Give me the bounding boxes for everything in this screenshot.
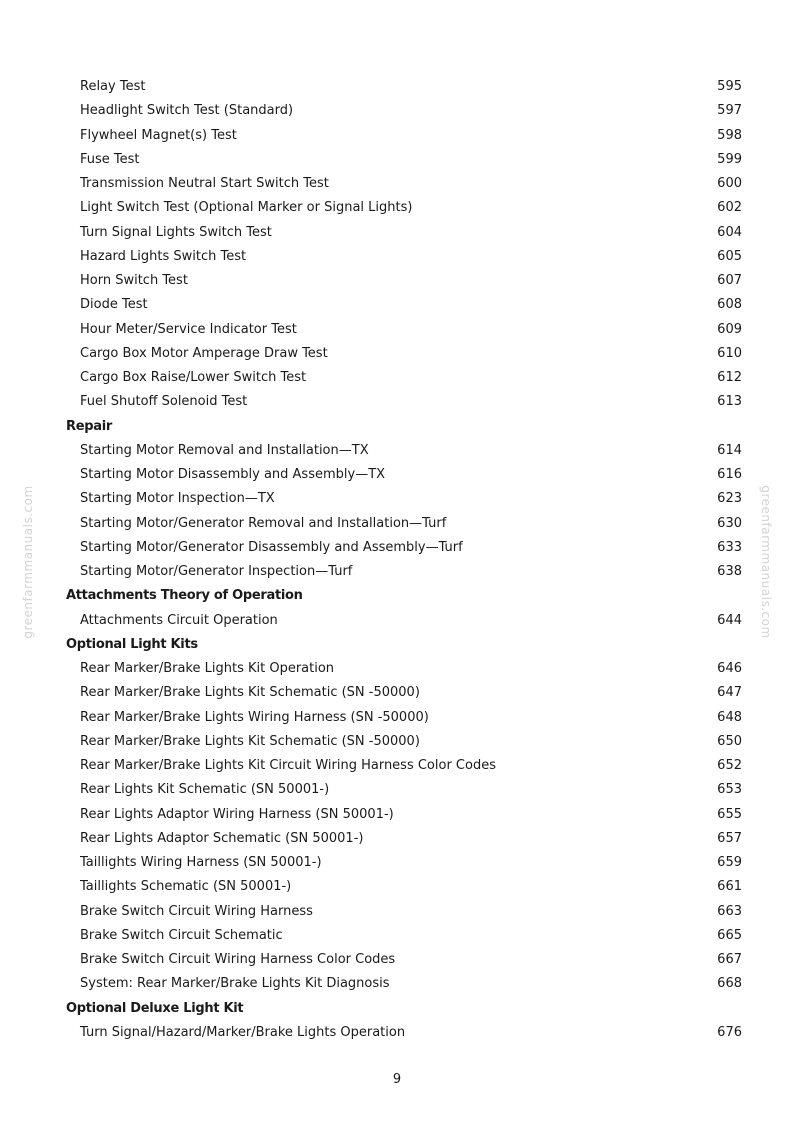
toc-entry[interactable] <box>0 754 794 778</box>
entry-page-number: 599 <box>717 151 742 167</box>
entry-page-number: 604 <box>717 224 742 240</box>
toc-entry[interactable] <box>0 75 794 99</box>
entry-title: Attachments Circuit Operation <box>80 612 278 628</box>
entry-page-number: 647 <box>717 685 742 701</box>
toc-entry[interactable] <box>0 245 794 269</box>
entry-page-number: 638 <box>717 564 742 579</box>
entry-page-number: 598 <box>717 127 742 143</box>
entry-page-number: 595 <box>717 79 742 94</box>
entry-title: Fuse Test <box>80 151 140 167</box>
toc-entry[interactable] <box>0 463 794 487</box>
toc-entry[interactable] <box>0 851 794 875</box>
entry-page-number: 652 <box>717 758 742 773</box>
toc-entry[interactable] <box>0 560 794 584</box>
toc-entry[interactable] <box>0 706 794 730</box>
entry-title: Rear Marker/Brake Lights Kit Operation <box>80 661 335 676</box>
entry-page-number: 613 <box>717 394 742 410</box>
entry-page-number: 676 <box>717 1024 742 1040</box>
toc-entry[interactable] <box>0 318 794 342</box>
toc-entry[interactable] <box>0 512 794 536</box>
table-of-contents <box>0 75 794 1045</box>
entry-title: Starting Motor/Generator Removal and Installation—Turf <box>80 515 447 531</box>
entry-page-number: 650 <box>717 733 742 749</box>
toc-entry[interactable] <box>0 439 794 463</box>
entry-page-number: 655 <box>717 806 742 822</box>
entry-page-number: 623 <box>717 491 742 507</box>
entry-title: Horn Switch Test <box>80 273 188 288</box>
toc-entry[interactable] <box>0 924 794 948</box>
entry-page-number: 610 <box>717 345 742 361</box>
entry-title: Turn Signal/Hazard/Marker/Brake Lights Operation <box>80 1024 406 1040</box>
entry-title: Headlight Switch Test (Standard) <box>80 103 294 119</box>
entry-title: Transmission Neutral Start Switch Test <box>80 176 329 191</box>
entry-title: Taillights Schematic (SN 50001-) <box>80 879 292 895</box>
section-title: Repair <box>66 418 112 434</box>
entry-page-number: 661 <box>717 879 742 895</box>
entry-title: Brake Switch Circuit Schematic <box>80 927 283 943</box>
toc-entry[interactable] <box>0 1021 794 1045</box>
entry-title: Relay Test <box>80 79 146 94</box>
entry-title: Flywheel Magnet(s) Test <box>80 127 237 143</box>
toc-entry[interactable] <box>0 148 794 172</box>
toc-entry[interactable] <box>0 390 794 414</box>
entry-title: Rear Lights Adaptor Schematic (SN 50001-) <box>80 830 364 846</box>
toc-entry[interactable] <box>0 778 794 802</box>
entry-page-number: 648 <box>717 709 742 725</box>
entry-page-number: 609 <box>717 321 742 337</box>
entry-page-number: 665 <box>717 927 742 943</box>
toc-entry[interactable] <box>0 293 794 317</box>
entry-page-number: 657 <box>717 830 742 846</box>
entry-title: Starting Motor/Generator Disassembly and Assembly—Turf <box>80 539 463 555</box>
entry-title: Brake Switch Circuit Wiring Harness <box>80 903 313 919</box>
entry-title: Brake Switch Circuit Wiring Harness Color Codes <box>80 952 396 967</box>
entry-page-number: 663 <box>717 903 742 919</box>
entry-title: Rear Lights Kit Schematic (SN 50001-) <box>80 782 330 798</box>
toc-entry[interactable] <box>0 536 794 560</box>
page-number: 9 <box>392 1072 402 1087</box>
section-title: Optional Light Kits <box>66 636 198 652</box>
entry-page-number: 602 <box>717 200 742 216</box>
entry-title: Cargo Box Raise/Lower Switch Test <box>80 370 307 385</box>
toc-entry[interactable] <box>0 730 794 754</box>
entry-title: Rear Marker/Brake Lights Kit Schematic (SN -50000) <box>80 733 420 749</box>
entry-page-number: 659 <box>717 855 742 870</box>
watermark-right: greenfarmmanuals.com <box>759 485 773 639</box>
entry-page-number: 667 <box>717 952 742 967</box>
toc-entry[interactable] <box>0 900 794 924</box>
toc-entry[interactable] <box>0 342 794 366</box>
toc-entry[interactable] <box>0 657 794 681</box>
entry-title: Cargo Box Motor Amperage Draw Test <box>80 345 328 361</box>
toc-entry[interactable] <box>0 875 794 899</box>
toc-section-heading <box>0 415 794 439</box>
toc-entry[interactable] <box>0 124 794 148</box>
entry-page-number: 646 <box>717 661 742 676</box>
entry-title: Starting Motor Disassembly and Assembly—TX <box>80 467 386 482</box>
entry-title: Hour Meter/Service Indicator Test <box>80 321 297 337</box>
toc-section-heading <box>0 997 794 1021</box>
toc-entry[interactable] <box>0 221 794 245</box>
toc-entry[interactable] <box>0 972 794 996</box>
entry-page-number: 630 <box>717 515 742 531</box>
entry-page-number: 668 <box>717 976 742 992</box>
entry-page-number: 608 <box>717 297 742 313</box>
entry-page-number: 616 <box>717 467 742 482</box>
entry-title: Diode Test <box>80 297 148 313</box>
toc-entry[interactable] <box>0 681 794 705</box>
entry-title: Rear Marker/Brake Lights Kit Schematic (SN -50000) <box>80 685 420 701</box>
watermark-left: greenfarmmanuals.com <box>21 485 35 639</box>
toc-entry[interactable] <box>0 827 794 851</box>
entry-page-number: 612 <box>717 370 742 385</box>
toc-entry[interactable] <box>0 366 794 390</box>
entry-title: Starting Motor Removal and Installation—TX <box>80 442 369 458</box>
entry-page-number: 614 <box>717 442 742 458</box>
entry-page-number: 605 <box>717 248 742 264</box>
entry-title: Rear Marker/Brake Lights Kit Circuit Wiring Harness Color Codes <box>80 758 496 773</box>
entry-page-number: 607 <box>717 273 742 288</box>
entry-title: Starting Motor Inspection—TX <box>80 491 275 507</box>
entry-title: Starting Motor/Generator Inspection—Turf <box>80 564 353 579</box>
section-title: Optional Deluxe Light Kit <box>66 1000 244 1016</box>
toc-section-heading <box>0 633 794 657</box>
toc-section-heading <box>0 584 794 608</box>
toc-entry[interactable] <box>0 948 794 972</box>
entry-page-number: 644 <box>717 612 742 628</box>
toc-entry[interactable] <box>0 803 794 827</box>
entry-page-number: 600 <box>717 176 742 191</box>
entry-page-number: 633 <box>717 539 742 555</box>
toc-entry[interactable] <box>0 196 794 220</box>
toc-entry[interactable] <box>0 269 794 293</box>
toc-entry[interactable] <box>0 99 794 123</box>
entry-title: Rear Marker/Brake Lights Wiring Harness (SN -50000) <box>80 709 429 725</box>
entry-page-number: 653 <box>717 782 742 798</box>
entry-title: System: Rear Marker/Brake Lights Kit Diagnosis <box>80 976 390 992</box>
entry-page-number: 597 <box>717 103 742 119</box>
section-title: Attachments Theory of Operation <box>66 588 303 604</box>
entry-title: Turn Signal Lights Switch Test <box>80 224 272 240</box>
entry-title: Taillights Wiring Harness (SN 50001-) <box>80 855 322 870</box>
toc-entry[interactable] <box>0 487 794 511</box>
toc-entry[interactable] <box>0 172 794 196</box>
entry-title: Rear Lights Adaptor Wiring Harness (SN 50001-) <box>80 806 394 822</box>
entry-title: Hazard Lights Switch Test <box>80 248 247 264</box>
toc-entry[interactable] <box>0 609 794 633</box>
entry-title: Fuel Shutoff Solenoid Test <box>80 394 248 410</box>
entry-title: Light Switch Test (Optional Marker or Signal Lights) <box>80 200 413 216</box>
